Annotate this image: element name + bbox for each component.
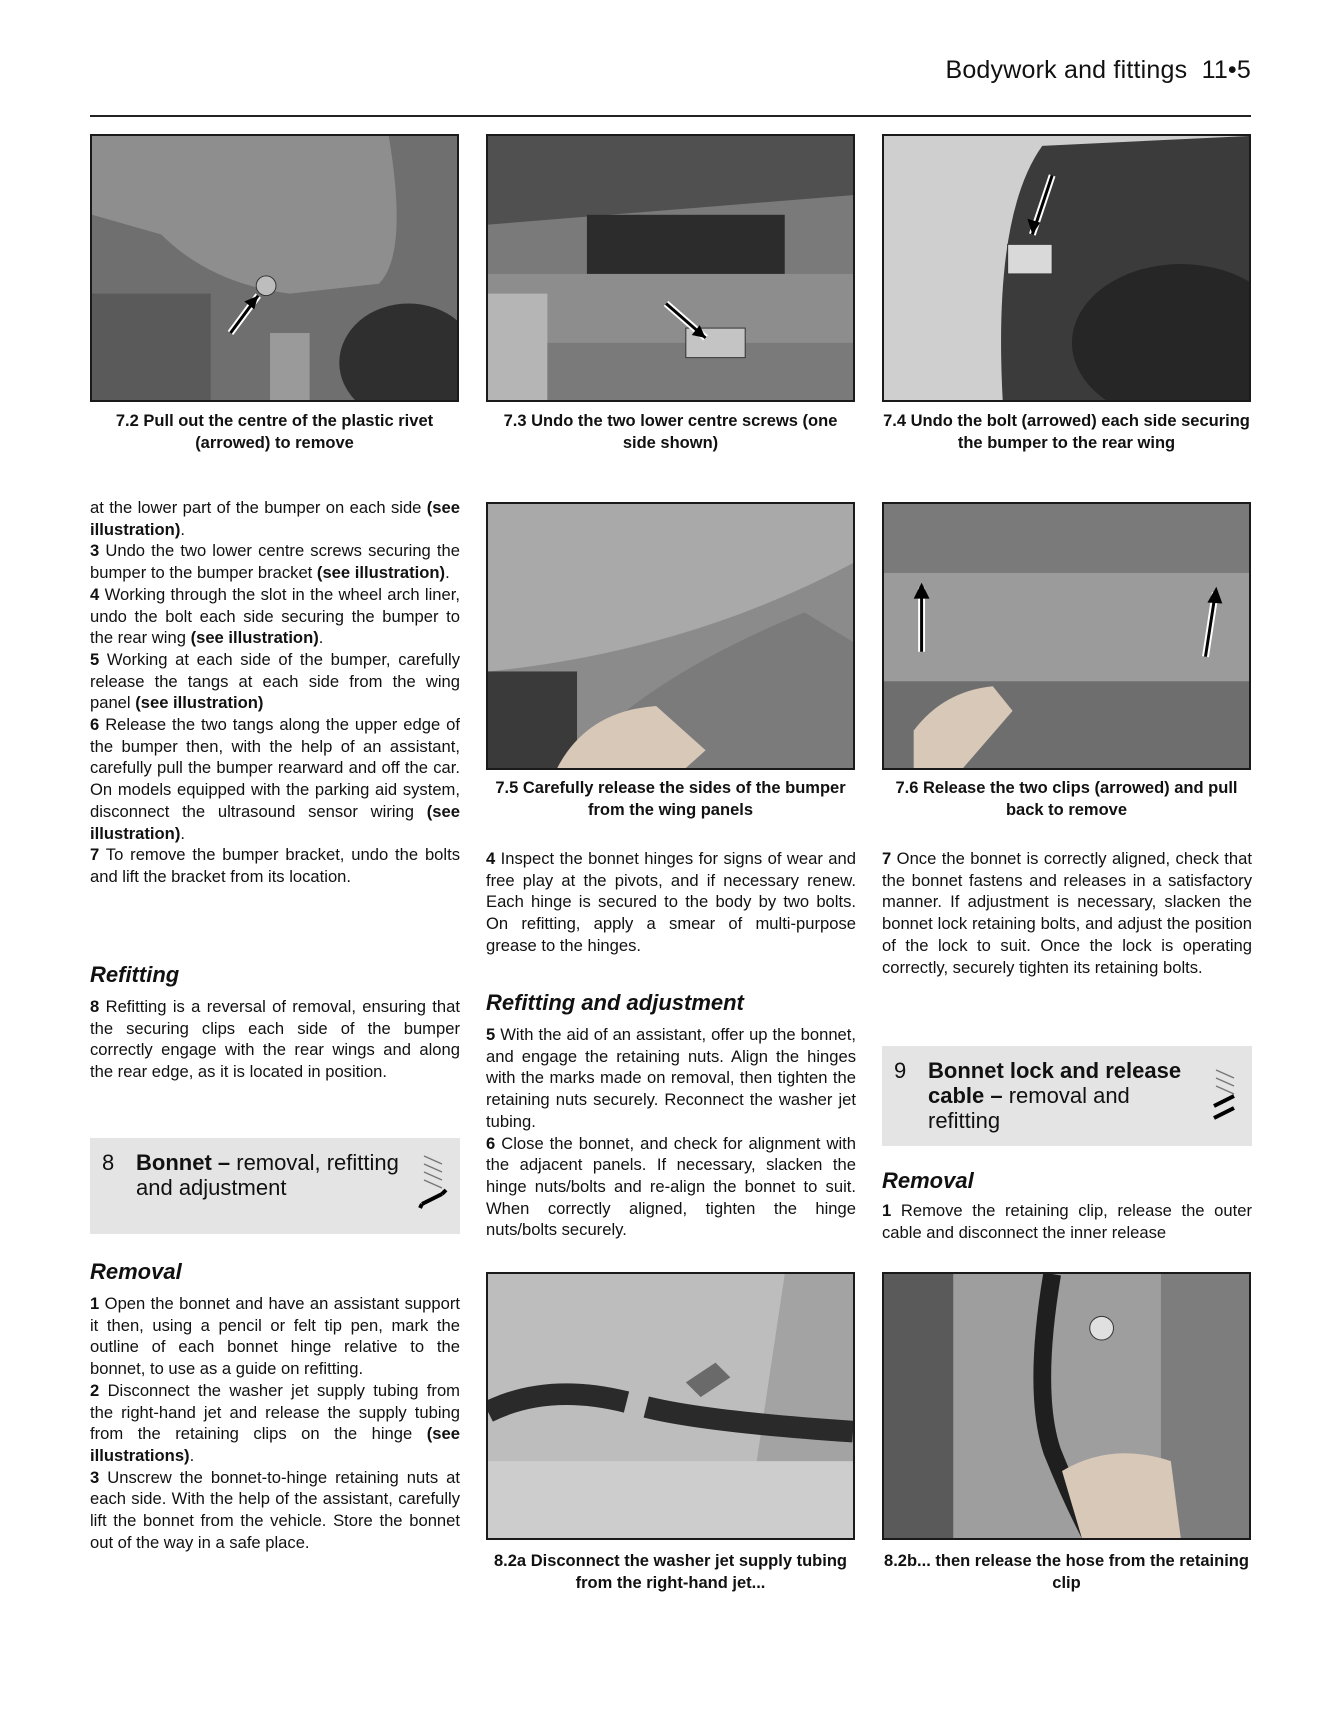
photo-7-5 xyxy=(486,502,855,770)
photo-7-3 xyxy=(486,134,855,402)
paragraph: 1 Open the bonnet and have an assistant support it then, using a pencil or felt tip pen, mark the outline of each bonnet hinge relative to the bonnet, to use as a guide on refitting. xyxy=(90,1294,460,1379)
caption-7-3: 7.3 Undo the two lower centre screws (one side shown) xyxy=(503,412,838,452)
photo-7-6 xyxy=(882,502,1251,770)
section-9-box xyxy=(882,1046,1252,1146)
column-1-removal-text xyxy=(90,1293,460,1553)
column-3-text xyxy=(882,848,1252,978)
paragraph: 7 To remove the bumper bracket, undo the bolts and lift the bracket from its location. xyxy=(90,845,460,886)
caption-7-2: 7.2 Pull out the centre of the plastic rivet (arrowed) to remove xyxy=(115,412,434,452)
paragraph: 3 Undo the two lower centre screws securing the bumper to the bumper bracket (see illustration). xyxy=(90,541,460,583)
section-title: Bonnet – removal, refitting and adjustment xyxy=(136,1150,399,1200)
page-number: 11•5 xyxy=(1201,56,1251,84)
spanner-rating-icon xyxy=(418,1152,450,1212)
paragraph: 6 Close the bonnet, and check for alignment with the adjacent panels. If necessary, slacken the hinge nuts/bolts and re-align the bonnet to suit. When correctly aligned, tighten the hinge nuts/bolts securely. xyxy=(486,1133,856,1240)
section-number: 9 xyxy=(894,1058,907,1083)
photo-8-2a xyxy=(486,1272,855,1540)
heading-refitting: Refitting xyxy=(90,962,180,987)
section-8-box xyxy=(90,1138,460,1234)
page-header xyxy=(90,56,1251,85)
spanner-rating-icon xyxy=(1210,1060,1242,1132)
column-1-refitting-text xyxy=(90,996,460,1083)
heading-refitting-adjustment: Refitting and adjustment xyxy=(486,990,744,1015)
photo-7-4 xyxy=(882,134,1251,402)
paragraph: at the lower part of the bumper on each side (see illustration). xyxy=(90,498,460,539)
paragraph: 1 Remove the retaining clip, release the outer cable and disconnect the inner release xyxy=(882,1201,1252,1242)
heading-removal: Removal xyxy=(90,1259,182,1284)
header-title: Bodywork and fittings xyxy=(945,56,1188,84)
paragraph: 4 Inspect the bonnet hinges for signs of wear and free play at the pivots, and if necessary renew. Each hinge is secured to the body by two bolts. On refitting, apply a smear of multi-purpose grease to the hinges. xyxy=(486,849,856,955)
column-3-removal-text xyxy=(882,1200,1252,1243)
heading-removal-9: Removal xyxy=(882,1168,974,1193)
paragraph: 7 Once the bonnet is correctly aligned, check that the bonnet fastens and releases in a satisfactory manner. If adjustment is necessary, slacken the bonnet lock retaining bolts, and adjust the position of the lock to suit. Once the lock is operating correctly, securely tighten its retaining bolts. xyxy=(882,849,1252,977)
column-2-text xyxy=(486,848,856,957)
column-2-refitting-text xyxy=(486,1024,856,1241)
caption-7-4: 7.4 Undo the bolt (arrowed) each side securing the bumper to the rear wing xyxy=(883,412,1250,452)
header-rule xyxy=(90,115,1251,117)
paragraph: 4 Working through the slot in the wheel arch liner, undo the bolt each side securing the bumper to the rear wing (see illustration). xyxy=(90,584,460,648)
photo-7-2 xyxy=(90,134,459,402)
paragraph: 8 Refitting is a reversal of removal, ensuring that the securing clips each side of the bumper correctly engage with the rear wings and along the rear edge, as it is located in position. xyxy=(90,997,460,1082)
paragraph: 6 Release the two tangs along the upper edge of the bumper then, with the help of an assistant, carefully pull the bumper rearward and off the car. On models equipped with the parking aid system, disconnect the ultrasound sensor wiring (see illustration). xyxy=(90,715,460,843)
column-1-text xyxy=(90,497,460,888)
paragraph: 3 Unscrew the bonnet-to-hinge retaining nuts at each side. With the help of the assistant, carefully lift the bonnet from the vehicle. Store the bonnet out of the way in a safe place. xyxy=(90,1467,460,1552)
caption-8-2a: 8.2a Disconnect the washer jet supply tubing from the right-hand jet... xyxy=(494,1552,847,1592)
section-title: Bonnet lock and release cable – removal and refitting xyxy=(928,1058,1182,1133)
photo-8-2b xyxy=(882,1272,1251,1540)
paragraph: 5 With the aid of an assistant, offer up the bonnet, and engage the retaining nuts. Align the hinges with the marks made on removal, then tighten the retaining nuts securely. Reconnect the washer jet tubing. xyxy=(486,1025,856,1131)
caption-7-6: 7.6 Release the two clips (arrowed) and pull back to remove xyxy=(895,779,1238,819)
section-number: 8 xyxy=(102,1150,115,1175)
caption-7-5: 7.5 Carefully release the sides of the bumper from the wing panels xyxy=(495,779,846,819)
paragraph: 2 Disconnect the washer jet supply tubing from the right-hand jet and release the supply tubing from the retaining clips on the hinge (see illustrations). xyxy=(90,1380,460,1465)
paragraph: 5 Working at each side of the bumper, carefully release the tangs at each side from the wing panel (see illustration) xyxy=(90,649,460,713)
caption-8-2b: 8.2b... then release the hose from the retaining clip xyxy=(884,1552,1249,1592)
